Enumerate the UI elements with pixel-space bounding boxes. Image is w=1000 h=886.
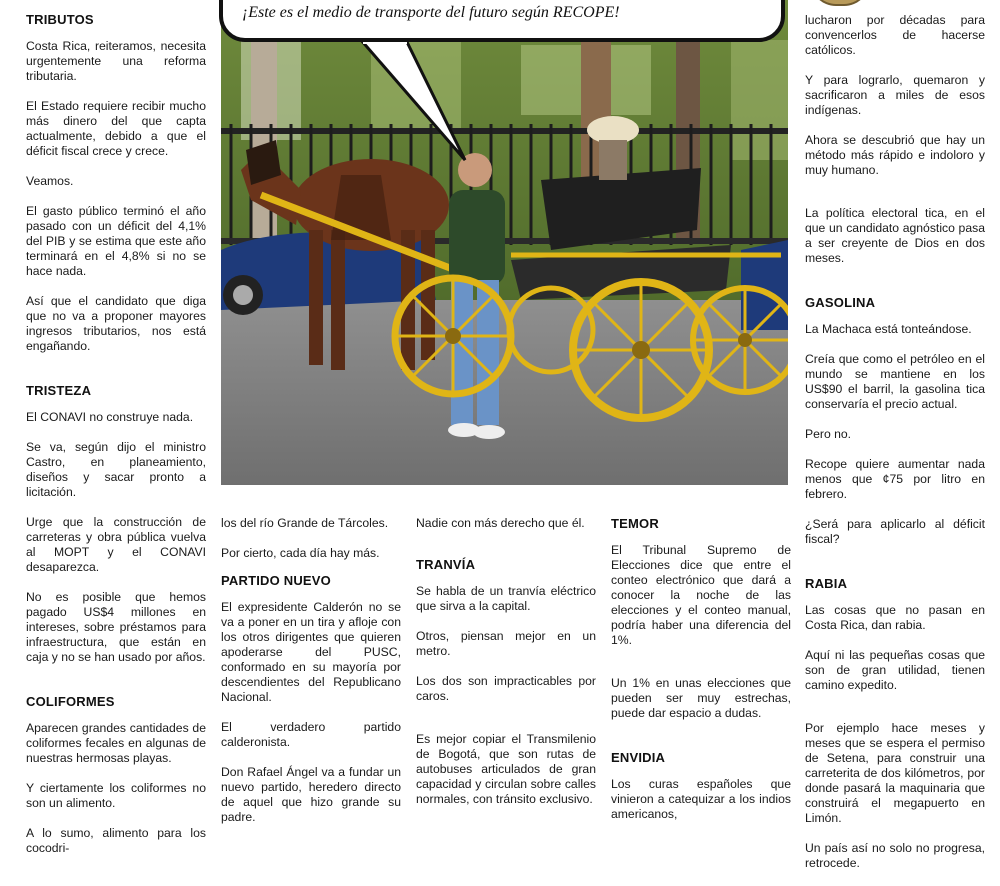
heading-tributos: TRIBUTOS — [26, 12, 94, 27]
paragraph: Aparecen grandes cantidades de coliformes fecales en algunas de nuestras hermosas playas. — [26, 721, 206, 765]
paragraph: La Machaca está tonteándose. — [805, 322, 972, 336]
paragraph: Un país así no solo no progresa, retrocede. — [805, 841, 985, 870]
paragraph: Se va, según dijo el ministro Castro, en planeamiento, diseños y sacar pronto a licitación. — [26, 440, 206, 499]
paragraph: Recope quiere aumentar nada menos que ¢75 por litro en febrero. — [805, 457, 985, 501]
paragraph: Por ejemplo hace meses y meses que se espera el permiso de Setena, para construir una carreterita de dos kilómetros, por donde pasará la maquinaria que construirá el megapuerto en Limón. — [805, 721, 985, 825]
paragraph: Los dos son impracticables por caros. — [416, 674, 596, 703]
paragraph: Creía que como el petróleo en el mundo se mantiene en los US$90 el barril, la gasolina tica conservaría el precio actual. — [805, 352, 985, 411]
paragraph: Don Rafael Ángel va a fundar un nuevo partido, heredero directo de aquel que hizo grande su padre. — [221, 765, 401, 824]
paragraph: La política electoral tica, en el que un candidato agnóstico pasa a ser creyente de Dios en dos meses. — [805, 206, 985, 265]
paragraph: Un 1% en unas elecciones que pueden ser muy estrechas, puede dar espacio a dudas. — [611, 676, 791, 720]
paragraph: los del río Grande de Tárcoles. — [221, 516, 389, 530]
paragraph: Así que el candidato que diga que no va a proponer mayores ingresos tributarios, nos está engañando. — [26, 294, 206, 353]
heading-gasolina: GASOLINA — [805, 295, 876, 310]
paragraph: Y ciertamente los coliformes no son un alimento. — [26, 781, 206, 810]
paragraph: El gasto público terminó el año pasado con un déficit del 4,1% del PIB y se estima que este año terminará en el 4,8% si no se hace nada. — [26, 204, 206, 278]
paragraph: Por cierto, cada día hay más. — [221, 546, 380, 560]
decorative-seal — [810, 0, 870, 6]
paragraph: Los curas españoles que vinieron a catequizar a los indios americanos, — [611, 777, 791, 821]
paragraph: ¿Será para aplicarlo al déficit fiscal? — [805, 517, 985, 546]
heading-envidia: ENVIDIA — [611, 750, 666, 765]
paragraph: El CONAVI no construye nada. — [26, 410, 194, 424]
speech-bubble-caption: ¡Este es el medio de transporte del futuro según RECOPE! — [242, 4, 620, 21]
heading-tranvia: TRANVÍA — [416, 557, 476, 572]
paragraph: Otros, piensan mejor en un metro. — [416, 629, 596, 658]
paragraph: El expresidente Calderón no se va a poner en un tira y afloje con los otros dirigentes que quieren apoderarse del PUSC, conformado en su mayoría por descendientes del Republicano Nacional. — [221, 600, 401, 704]
column-3 — [416, 516, 596, 822]
column-5 — [805, 13, 985, 886]
paragraph: Se habla de un tranvía eléctrico que sirva a la capital. — [416, 584, 596, 613]
paragraph: A lo sumo, alimento para los cocodri- — [26, 826, 206, 855]
column-4 — [611, 516, 791, 837]
horse-carriage-photo — [221, 0, 788, 485]
paragraph: Pero no. — [805, 427, 852, 441]
heading-rabia: RABIA — [805, 576, 848, 591]
paragraph: Veamos. — [26, 174, 74, 188]
heading-temor: TEMOR — [611, 516, 659, 531]
paragraph: lucharon por décadas para convencerlos de hacerse católicos. — [805, 13, 985, 57]
paragraph: Urge que la construcción de carreteras y obra pública vuelva al MOPT y el CONAVI desaparezca. — [26, 515, 206, 574]
paragraph: Costa Rica, reiteramos, necesita urgentemente una reforma tributaria. — [26, 39, 206, 83]
paragraph: No es posible que hemos pagado US$4 millones en intereses, sobre préstamos para infraestructura, que están en caja y no se han usado por años. — [26, 590, 206, 664]
paragraph: Las cosas que no pasan en Costa Rica, dan rabia. — [805, 603, 985, 632]
paragraph: Nadie con más derecho que él. — [416, 516, 585, 530]
paragraph: Ahora se descubrió que hay un método más rápido e indoloro y muy humano. — [805, 133, 985, 177]
column-1 — [26, 12, 206, 871]
column-2 — [221, 516, 401, 840]
paragraph: Aquí ni las pequeñas cosas que son de gran utilidad, tienen camino expedito. — [805, 648, 985, 692]
paragraph: El Estado requiere recibir mucho más dinero del que capta actualmente, debido a que el déficit fiscal crece y crece. — [26, 99, 206, 158]
paragraph: El Tribunal Supremo de Elecciones dice que entre el conteo electrónico que dará a conocer la noche de las elecciones y el conteo manual, podría haber una diferencia del 1%. — [611, 543, 791, 647]
heading-partido-nuevo: PARTIDO NUEVO — [221, 573, 331, 588]
heading-coliformes: COLIFORMES — [26, 694, 115, 709]
paragraph: Y para lograrlo, quemaron y sacrificaron a miles de esos indígenas. — [805, 73, 985, 117]
paragraph: Es mejor copiar el Transmilenio de Bogotá, que son rutas de autobuses articulados de gran capacidad y circulan sobre calles normales, con tránsito exclusivo. — [416, 732, 596, 806]
heading-tristeza: TRISTEZA — [26, 383, 92, 398]
paragraph: El verdadero partido calderonista. — [221, 720, 401, 749]
